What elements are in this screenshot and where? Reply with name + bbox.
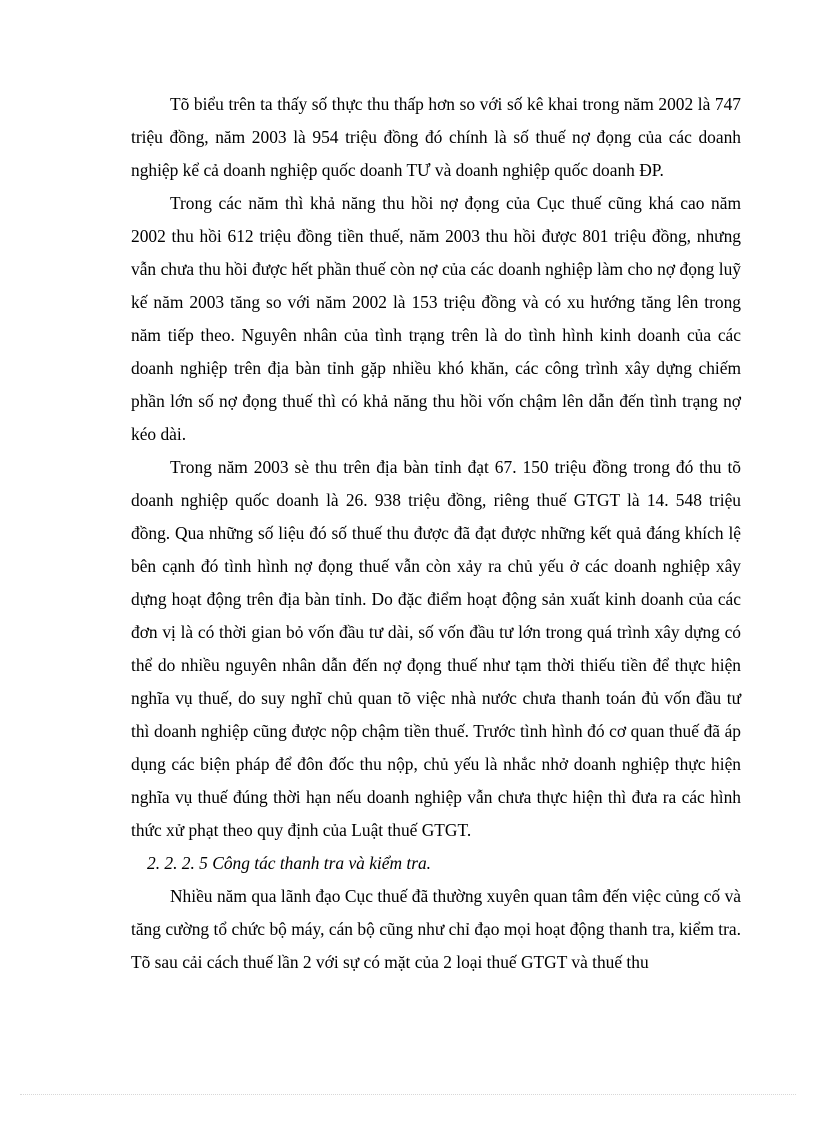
paragraph-inspection: Nhiều năm qua lãnh đạo Cục thuế đã thường xuyên quan tâm đến việc củng cố và tăng cường tổ chức bộ máy, cán bộ cũng như chỉ đạo mọi hoạt động thanh tra, kiểm tra. Tõ sau cải cách thuế lần 2 với sự có mặt của 2 loại thuế GTGT và thuế thu bbox=[131, 886, 741, 972]
paragraph-debt-recovery: Trong các năm thì khả năng thu hồi nợ đọng của Cục thuế cũng khá cao năm 2002 thu hồi 612 triệu đồng tiền thuế, năm 2003 thu hồi được 801 triệu đồng, nhưng vẫn chưa thu hồi được hết phần thuế còn nợ của các doanh nghiệp làm cho nợ đọng luỹ kế năm 2003 tăng so với năm 2002 là 153 triệu đồng và có xu hướng tăng lên trong năm tiếp theo. Nguyên nhân của tình trạng trên là do tình hình kinh doanh của các doanh nghiệp trên địa bàn tỉnh gặp nhiều khó khăn, các công trình xây dựng chiếm phần lớn số nợ đọng thuế thì có khả năng thu hồi vốn chậm lên dẫn đến tình trạng nợ kéo dài. bbox=[131, 193, 741, 444]
paragraph-summary-arrears: Tõ biểu trên ta thấy số thực thu thấp hơn so với số kê khai trong năm 2002 là 747 triệu đồng, năm 2003 là 954 triệu đồng đó chính là số thuế nợ đọng của các doanh nghiệp kể cả doanh nghiệp quốc doanh TƯ và doanh nghiệp quốc doanh ĐP. bbox=[131, 94, 741, 180]
document-body bbox=[131, 88, 741, 979]
section-heading: 2. 2. 2. 5 Công tác thanh tra và kiểm tra. bbox=[147, 853, 432, 873]
page-bottom-divider bbox=[20, 1094, 796, 1095]
paragraph-revenue-2003: Trong năm 2003 sè thu trên địa bàn tỉnh đạt 67. 150 triệu đồng trong đó thu tõ doanh nghiệp quốc doanh là 26. 938 triệu đồng, riêng thuế GTGT là 14. 548 triệu đồng. Qua những số liệu đó số thuế thu được đã đạt được những kết quả đáng khích lệ bên cạnh đó tình hình nợ đọng thuế vẫn còn xảy ra chủ yếu ở các doanh nghiệp xây dựng hoạt động trên địa bàn tỉnh. Do đặc điểm hoạt động sản xuất kinh doanh của các đơn vị là có thời gian bỏ vốn đầu tư dài, số vốn đầu tư lớn trong quá trình xây dựng có thể do nhiều nguyên nhân dẫn đến nợ đọng thuế như tạm thời thiếu tiền để thực hiện nghĩa vụ thuế, do suy nghĩ chủ quan tõ việc nhà nước chưa thanh toán đủ vốn đầu tư thì doanh nghiệp cũng được nộp chậm tiền thuế. Trước tình hình đó cơ quan thuế đã áp dụng các biện pháp để đôn đốc thu nộp, chủ yếu là nhắc nhở doanh nghiệp thực hiện nghĩa vụ thuế đúng thời hạn nếu doanh nghiệp vẫn chưa thực hiện thì đưa ra các hình thức xử phạt theo quy định của Luật thuế GTGT. bbox=[131, 457, 741, 840]
